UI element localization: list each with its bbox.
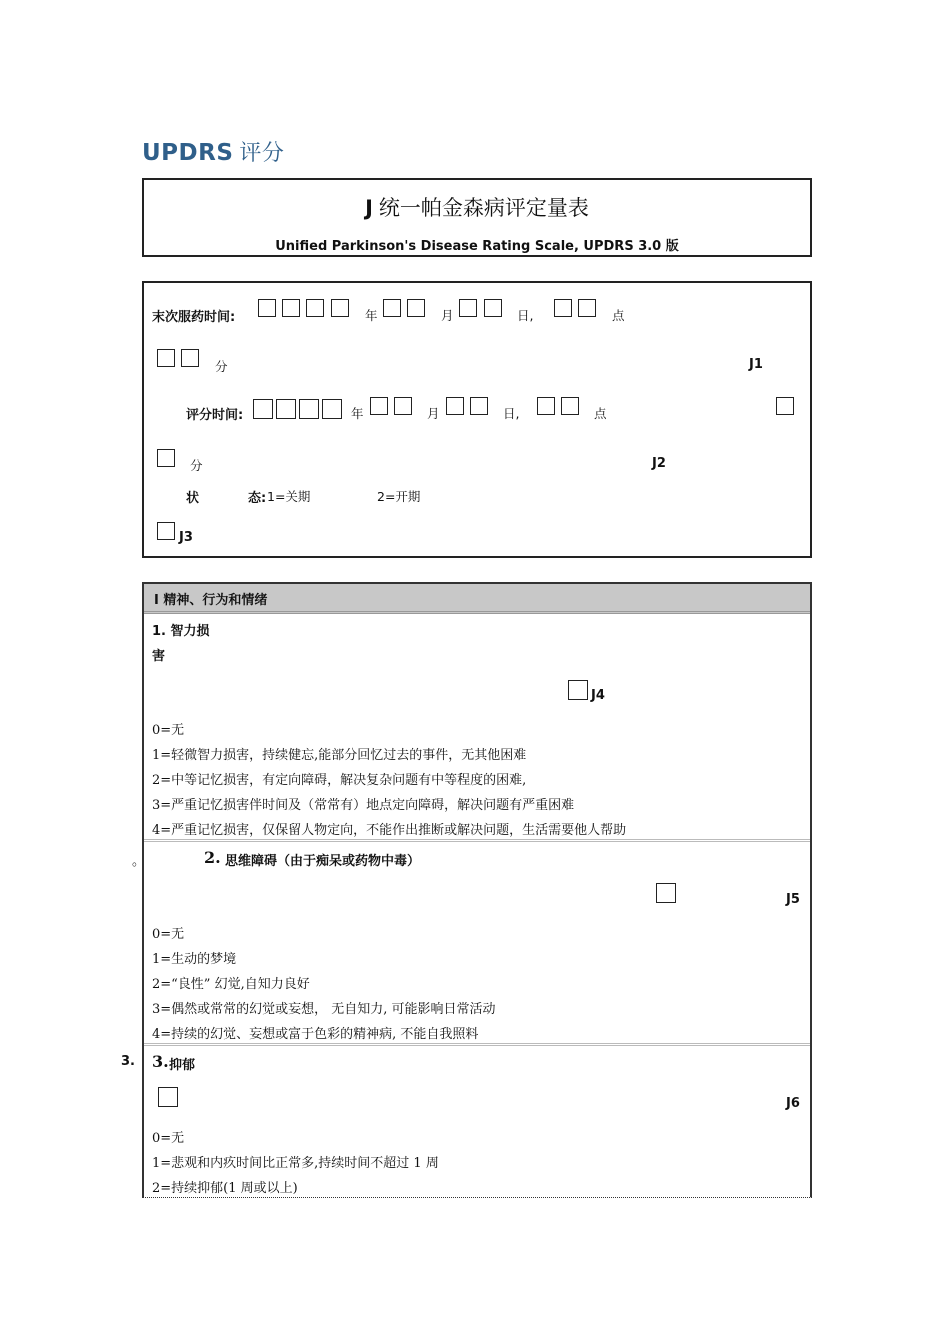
month-label: 月 bbox=[441, 308, 454, 323]
last-med-month-digit-1[interactable] bbox=[383, 299, 401, 317]
day-label: 日, bbox=[517, 308, 534, 323]
item2-code: J5 bbox=[786, 892, 800, 907]
item2-option-2: 2=“良性” 幻觉,自知力良好 bbox=[152, 977, 310, 992]
score-hour-digit-2[interactable] bbox=[561, 397, 579, 415]
item2-option-4: 4=持续的幻觉、妄想或富于色彩的精神病, 不能自我照料 bbox=[152, 1027, 479, 1042]
item2-number: 2. bbox=[204, 848, 221, 867]
last-med-day-digit-1[interactable] bbox=[459, 299, 477, 317]
state-option-on: 2=开期 bbox=[377, 489, 421, 504]
last-med-year-digit-4[interactable] bbox=[331, 299, 349, 317]
item1-option-4: 4=严重记忆损害，仅保留人物定向，不能作出推断或解决问题，生活需要他人帮助 bbox=[152, 823, 627, 838]
item1-score-box[interactable] bbox=[568, 680, 588, 700]
item3-number: 3. bbox=[152, 1052, 169, 1071]
item3-title: 抑郁 bbox=[169, 1058, 196, 1073]
item2-option-0: 0=无 bbox=[152, 927, 185, 942]
item1-title-a: 1. 智力损 bbox=[152, 624, 210, 639]
minute-label: 分 bbox=[215, 359, 228, 374]
state-option-off: 1=关期 bbox=[267, 489, 311, 504]
score-month-digit-1[interactable] bbox=[370, 397, 388, 415]
score-year-digit-3[interactable] bbox=[299, 399, 319, 419]
year-label: 年 bbox=[365, 308, 378, 323]
score-year-label: 年 bbox=[351, 406, 364, 421]
item3-option-0: 0=无 bbox=[152, 1131, 185, 1146]
score-minute-digit[interactable] bbox=[157, 449, 175, 467]
state-label-a: 状 bbox=[186, 491, 200, 506]
item1-title-b: 害 bbox=[152, 649, 166, 664]
scale-title-prefix: J bbox=[365, 196, 373, 220]
state-label-b: 态: bbox=[248, 491, 267, 506]
last-med-hour-digit-1[interactable] bbox=[554, 299, 572, 317]
score-day-digit-1[interactable] bbox=[446, 397, 464, 415]
scale-title-text: 统一帕金森病评定量表 bbox=[378, 196, 589, 220]
heading-cn: 评分 bbox=[239, 141, 285, 166]
last-med-label: 末次服药时间: bbox=[152, 310, 236, 325]
section-mental-behavior-mood bbox=[142, 582, 812, 1198]
scale-subtitle: Unified Parkinson's Disease Rating Scale, UPDRS 3.0 版 bbox=[275, 239, 679, 254]
last-med-month-digit-2[interactable] bbox=[407, 299, 425, 317]
last-med-year-digit-1[interactable] bbox=[258, 299, 276, 317]
item1-option-0: 0=无 bbox=[152, 723, 185, 738]
code-j2: J2 bbox=[652, 456, 666, 471]
item2-option-1: 1=生动的梦境 bbox=[152, 952, 237, 967]
item3-score-box[interactable] bbox=[158, 1087, 178, 1107]
code-j3: J3 bbox=[179, 530, 193, 545]
scale-title bbox=[144, 192, 810, 222]
item2-title: 思维障碍（由于痴呆或药物中毒） bbox=[225, 854, 421, 869]
item3-option-1: 1=悲观和内疚时间比正常多,持续时间不超过 1 周 bbox=[152, 1156, 439, 1171]
item3-option-2: 2=持续抑郁(1 周或以上) bbox=[152, 1181, 298, 1196]
j1-checkbox[interactable] bbox=[776, 397, 794, 415]
item1-code: J4 bbox=[591, 688, 605, 703]
item2-margin-mark: 。 bbox=[132, 854, 146, 869]
last-med-day-digit-2[interactable] bbox=[484, 299, 502, 317]
score-year-digit-1[interactable] bbox=[253, 399, 273, 419]
last-med-minute-digit-1[interactable] bbox=[157, 349, 175, 367]
page-heading bbox=[142, 136, 284, 167]
item3-margin-mark: 3. bbox=[121, 1054, 135, 1069]
hour-label: 点 bbox=[612, 308, 625, 323]
score-minute-label: 分 bbox=[190, 458, 203, 473]
last-med-year-digit-2[interactable] bbox=[282, 299, 300, 317]
section-header bbox=[144, 584, 810, 614]
score-year-digit-4[interactable] bbox=[322, 399, 342, 419]
score-month-label: 月 bbox=[427, 406, 440, 421]
last-med-year-digit-3[interactable] bbox=[306, 299, 324, 317]
item1-option-3: 3=严重记忆损害伴时间及（常常有）地点定向障碍，解决问题有严重困难 bbox=[152, 798, 575, 813]
item2-option-3: 3=偶然或常常的幻觉或妄想， 无自知力, 可能影响日常活动 bbox=[152, 1002, 496, 1017]
score-day-digit-2[interactable] bbox=[470, 397, 488, 415]
score-time-label: 评分时间: bbox=[186, 408, 244, 423]
section-title: Ⅰ 精神、行为和情绪 bbox=[154, 593, 268, 608]
item-separator bbox=[144, 839, 810, 842]
title-box bbox=[142, 178, 812, 257]
score-hour-label: 点 bbox=[594, 406, 607, 421]
last-med-hour-digit-2[interactable] bbox=[578, 299, 596, 317]
item-separator bbox=[144, 1043, 810, 1046]
state-checkbox[interactable] bbox=[157, 522, 175, 540]
code-j1: J1 bbox=[749, 357, 763, 372]
item3-code: J6 bbox=[786, 1096, 800, 1111]
heading-latin: UPDRS bbox=[142, 140, 234, 166]
item2-score-box[interactable] bbox=[656, 883, 676, 903]
score-day-label: 日, bbox=[503, 406, 520, 421]
last-med-minute-digit-2[interactable] bbox=[181, 349, 199, 367]
score-month-digit-2[interactable] bbox=[394, 397, 412, 415]
item1-option-2: 2=中等记忆损害，有定向障碍，解决复杂问题有中等程度的困难, bbox=[152, 773, 527, 788]
item1-option-1: 1=轻微智力损害，持续健忘,能部分回忆过去的事件，无其他困难 bbox=[152, 748, 527, 763]
score-year-digit-2[interactable] bbox=[276, 399, 296, 419]
time-info-box bbox=[142, 281, 812, 558]
score-hour-digit-1[interactable] bbox=[537, 397, 555, 415]
